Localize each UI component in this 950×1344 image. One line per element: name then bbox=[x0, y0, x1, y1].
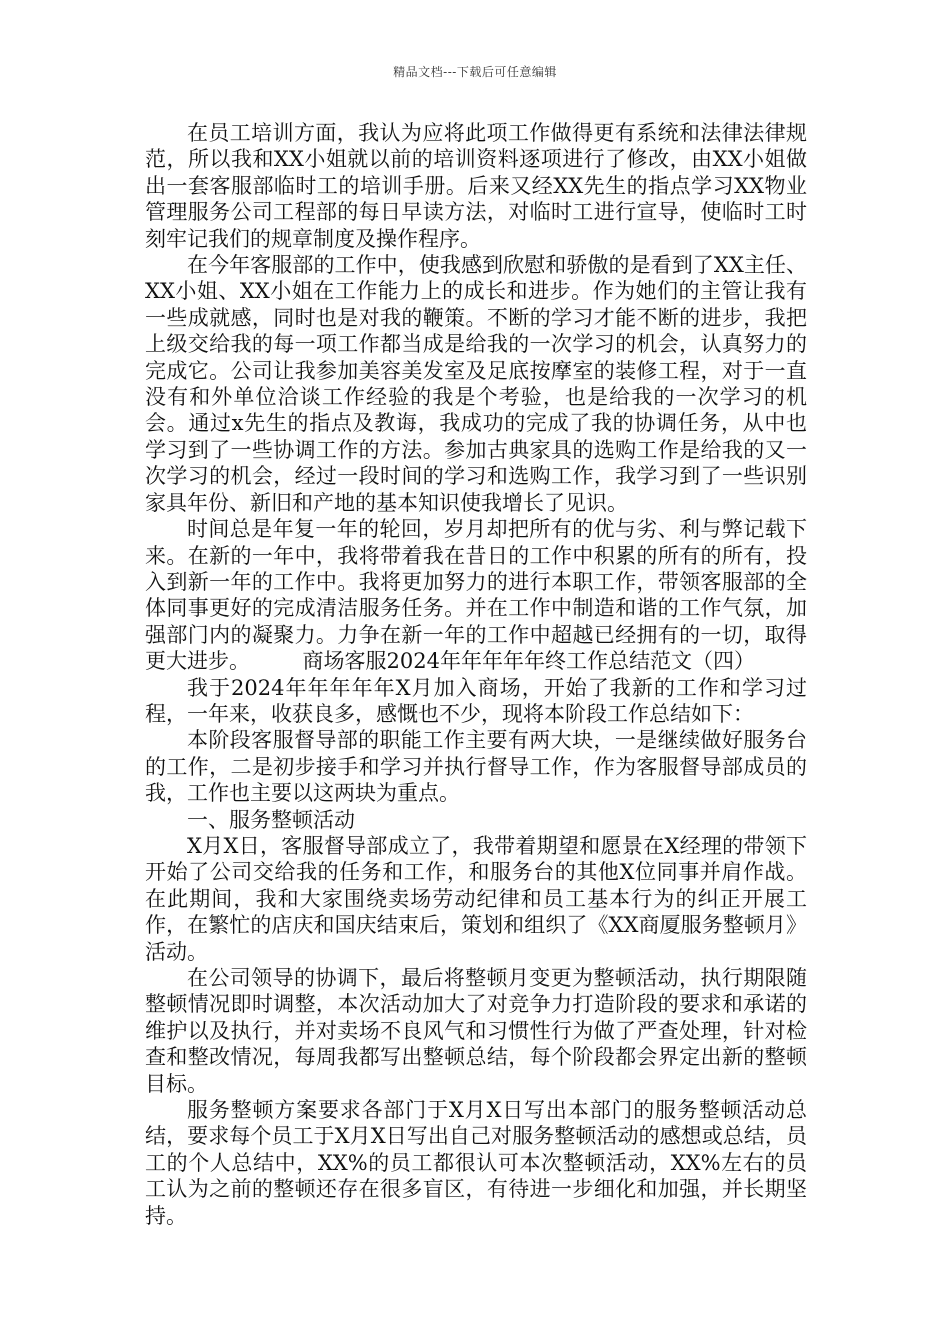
page-header: 精品文档---下载后可任意编辑 bbox=[393, 65, 557, 79]
paragraph-department-functions: 本阶段客服督导部的职能工作主要有两大块，一是继续做好服务台的工作，二是初步接手和学习并执行督导工作，作为客服督导部成员的我，工作也主要以这两块为重点。 bbox=[145, 728, 807, 806]
document-body bbox=[145, 120, 807, 1229]
paragraph-introduction: 我于2024年年年年年X月加入商场，开始了我新的工作和学习过程，一年来，收获良多，感慨也不少，现将本阶段工作总结如下： bbox=[145, 675, 807, 726]
paragraph-new-year-plan: 时间总是年复一年的轮回，岁月却把所有的优与劣、利与弊记载下来。在新的一年中，我将带着我在昔日的工作中积累的所有的所有，投入到新一年的工作中。我将更加努力的进行本职工作，带领客服部的全体同事更好的完成清洁服务任务。并在工作中制造和谐的工作气氛，加强部门内的凝聚力。力争在新一年的工作中超越已经拥有的一切，取得更大进步。 商场客服2024年年年年年终工作总结范文（四） bbox=[145, 517, 807, 674]
paragraph-training: 在员工培训方面，我认为应将此项工作做得更有系统和法律法律规范，所以我和XX小姐就以前的培训资料逐项进行了修改，由XX小姐做出一套客服部临时工的培训手册。后来又经XX先生的指点学习XX物业管理服务公司工程部的每日早读方法，对临时工进行宣导，使临时工时刻牢记我们的规章制度及操作程序。 bbox=[145, 121, 807, 251]
paragraph-team-growth: 在今年客服部的工作中，使我感到欣慰和骄傲的是看到了XX主任、XX小姐、XX小姐在工作能力上的成长和进步。作为她们的主管让我有一些成就感，同时也是对我的鞭策。不断的学习才能不断的进步，我把上级交给我的每一项工作都当成是给我的一次学习的机会，认真努力的完成它。公司让我参加美容美发室及足底按摩室的装修工程，对于一直没有和外单位洽谈工作经验的我是个考验，也是给我的一次学习的机会。通过x先生的指点及教诲，我成功的完成了我的协调任务，从中也学习到了一些协调工作的方法。参加古典家具的选购工作是给我的又一次学习的机会，经过一段时间的学习和选购工作，我学习到了一些识别家具年份、新旧和产地的基本知识使我增长了见识。 bbox=[145, 253, 807, 515]
paragraph-rectification-activity: 在公司领导的协调下，最后将整顿月变更为整顿活动，执行期限随整顿情况即时调整，本次活动加大了对竞争力打造阶段的要求和承诺的维护以及执行，并对卖场不良风气和习惯性行为做了严查处理，针对检查和整改情况，每周我都写出整顿总结，每个阶段都会界定出新的整顿目标。 bbox=[145, 966, 807, 1096]
paragraph-department-founding: X月X日，客服督导部成立了，我带着期望和愿景在X经理的带领下开始了公司交给我的任务和工作，和服务台的其他X位同事并肩作战。在此期间，我和大家围绕卖场劳动纪律和员工基本行为的纠正开展工作，在繁忙的店庆和国庆结束后，策划和组织了《XX商厦服务整顿月》活动。 bbox=[145, 833, 807, 964]
paragraph-rectification-summary: 服务整顿方案要求各部门于X月X日写出本部门的服务整顿活动总结，要求每个员工于X月X日写出自己对服务整顿活动的感想或总结，员工的个人总结中，XX%的员工都很认可本次整顿活动，XX%左右的员工认为之前的整顿还存在很多盲区，有待进一步细化和加强，并长期坚持。 bbox=[145, 1098, 807, 1228]
section-heading-service-rectification: 一、服务整顿活动 bbox=[187, 807, 355, 832]
